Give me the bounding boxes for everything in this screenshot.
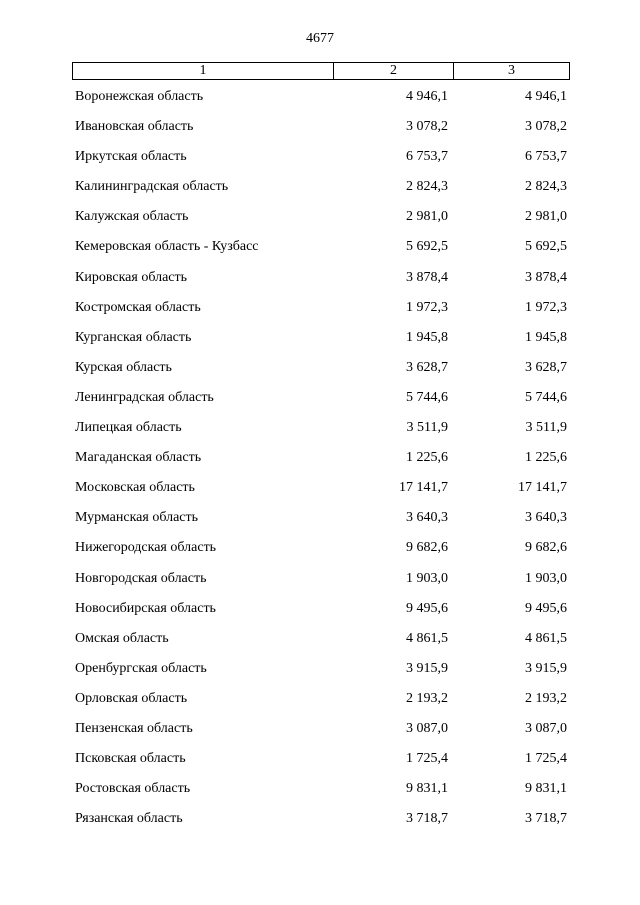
region-name: Ивановская область — [75, 119, 194, 135]
value-column-3: 4 861,5 — [525, 630, 567, 646]
value-column-3: 3 640,3 — [525, 510, 567, 526]
value-column-3: 4 946,1 — [525, 89, 567, 104]
region-name: Калининградская область — [75, 179, 229, 195]
value-column-2: 1 903,0 — [406, 570, 448, 586]
value-column-2: 3 511,9 — [406, 420, 448, 436]
table-row — [0, 508, 640, 538]
table-row — [0, 418, 640, 448]
value-column-3: 3 878,4 — [525, 269, 567, 285]
table-row — [0, 87, 640, 117]
table-row — [0, 448, 640, 478]
region-name: Мурманская область — [75, 510, 199, 526]
header-cell-1: 1 — [73, 63, 334, 79]
region-name: Курская область — [75, 359, 172, 375]
table-row — [0, 147, 640, 177]
region-name: Орловская область — [75, 690, 188, 706]
region-name: Ленинградская область — [75, 389, 214, 405]
value-column-2: 3 718,7 — [406, 811, 448, 827]
value-column-3: 1 945,8 — [525, 329, 567, 345]
value-column-2: 3 640,3 — [406, 510, 448, 526]
header-cell-2: 2 — [334, 63, 454, 79]
region-name: Магаданская область — [75, 450, 202, 466]
value-column-3: 3 511,9 — [525, 420, 567, 436]
value-column-3: 2 824,3 — [525, 179, 567, 195]
value-column-2: 3 087,0 — [406, 720, 448, 736]
region-name: Рязанская область — [75, 811, 183, 827]
table-row — [0, 689, 640, 719]
value-column-3: 1 225,6 — [525, 450, 567, 466]
value-column-3: 2 193,2 — [525, 690, 567, 706]
table-row — [0, 207, 640, 237]
value-column-3: 17 141,7 — [518, 480, 567, 496]
value-column-3: 5 692,5 — [525, 239, 567, 255]
region-name: Нижегородская область — [75, 540, 217, 556]
table-row — [0, 749, 640, 779]
value-column-2: 1 225,6 — [406, 450, 448, 466]
table-row — [0, 569, 640, 599]
region-name: Московская область — [75, 480, 195, 496]
table-row — [0, 538, 640, 568]
region-name: Калужская область — [75, 209, 189, 225]
value-column-3: 2 981,0 — [525, 209, 567, 225]
table-body — [0, 87, 640, 839]
value-column-2: 9 682,6 — [406, 540, 448, 556]
region-name: Новгородская область — [75, 570, 207, 586]
value-column-2: 6 753,7 — [406, 149, 448, 165]
value-column-3: 1 725,4 — [525, 751, 567, 767]
value-column-3: 3 628,7 — [525, 359, 567, 375]
value-column-3: 9 682,6 — [525, 540, 567, 556]
region-name: Иркутская область — [75, 149, 187, 165]
table-row — [0, 809, 640, 839]
region-name: Липецкая область — [75, 420, 182, 436]
region-name: Костромская область — [75, 299, 201, 315]
value-column-3: 6 753,7 — [525, 149, 567, 165]
region-name: Курганская область — [75, 329, 192, 345]
value-column-3: 5 744,6 — [525, 389, 567, 405]
value-column-3: 3 915,9 — [525, 660, 567, 676]
value-column-2: 17 141,7 — [399, 480, 448, 496]
header-cell-3: 3 — [508, 63, 515, 78]
table-row — [0, 779, 640, 809]
region-name: Псковская область — [75, 751, 186, 767]
region-name: Воронежская область — [75, 89, 204, 104]
table-header — [72, 62, 570, 80]
value-column-3: 3 718,7 — [525, 811, 567, 827]
value-column-3: 1 972,3 — [525, 299, 567, 315]
value-column-2: 1 945,8 — [406, 329, 448, 345]
table-row — [0, 328, 640, 358]
table-row — [0, 298, 640, 328]
table-row — [0, 177, 640, 207]
value-column-2: 9 495,6 — [406, 600, 448, 616]
value-column-2: 1 972,3 — [406, 299, 448, 315]
region-name: Омская область — [75, 630, 169, 646]
region-name: Кемеровская область - Кузбасс — [75, 239, 259, 255]
value-column-2: 3 628,7 — [406, 359, 448, 375]
table-row — [0, 599, 640, 629]
table-row — [0, 478, 640, 508]
value-column-3: 3 078,2 — [525, 119, 567, 135]
value-column-3: 3 087,0 — [525, 720, 567, 736]
value-column-2: 2 981,0 — [406, 209, 448, 225]
value-column-2: 4 946,1 — [406, 89, 448, 104]
region-name: Кировская область — [75, 269, 188, 285]
value-column-3: 9 831,1 — [525, 781, 567, 797]
value-column-2: 3 878,4 — [406, 269, 448, 285]
value-column-2: 5 744,6 — [406, 389, 448, 405]
region-name: Оренбургская область — [75, 660, 207, 676]
region-name: Пензенская область — [75, 720, 193, 736]
table-row — [0, 268, 640, 298]
value-column-3: 9 495,6 — [525, 600, 567, 616]
value-column-2: 1 725,4 — [406, 751, 448, 767]
table-row — [0, 237, 640, 267]
table-row — [0, 659, 640, 689]
region-name: Ростовская область — [75, 781, 191, 797]
table-row — [0, 629, 640, 659]
value-column-2: 4 861,5 — [406, 630, 448, 646]
table-row — [0, 117, 640, 147]
value-column-2: 2 824,3 — [406, 179, 448, 195]
page-number: 4677 — [306, 31, 334, 46]
value-column-2: 3 915,9 — [406, 660, 448, 676]
value-column-2: 9 831,1 — [406, 781, 448, 797]
region-name: Новосибирская область — [75, 600, 216, 616]
value-column-2: 5 692,5 — [406, 239, 448, 255]
table-row — [0, 388, 640, 418]
value-column-3: 1 903,0 — [525, 570, 567, 586]
value-column-2: 3 078,2 — [406, 119, 448, 135]
value-column-2: 2 193,2 — [406, 690, 448, 706]
table-row — [0, 719, 640, 749]
table-row — [0, 358, 640, 388]
